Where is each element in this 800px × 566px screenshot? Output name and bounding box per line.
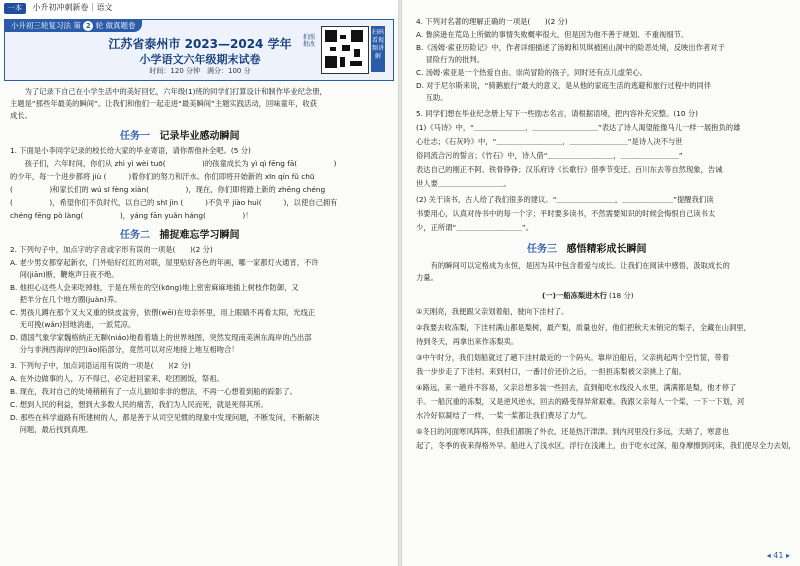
exam-meta: 时间：120 分钟 满分：100 分 <box>149 67 251 75</box>
q1-line-3: ( )和家长们的 wú sī fèng xiàn( )，现在，你们即将踏上新的 zhēng chéng <box>10 185 326 194</box>
ribbon-round-pre: 第 <box>73 21 81 30</box>
q4-option-d-2: 互助。 <box>416 93 448 102</box>
passage-para-2-line-2: 待到冬天，再拿出来作冻梨卖。 <box>416 337 519 346</box>
page-number <box>767 551 790 560</box>
passage-title <box>542 290 634 301</box>
q1-line-1: 孩子们，六年时间，你们从 zhì yì wèi tuō( )的孩童成长为 yì qì fēng fā( ) <box>10 159 337 168</box>
task3-intro-1: 有的瞬间可以定格成为永恒，是因为其中包含着爱与成长。让我们在阅读中感悟，汲取成长的 <box>416 261 730 270</box>
next-arrow-icon[interactable]: ▸ <box>785 551 790 560</box>
round-number: 2 <box>83 21 93 31</box>
passage-para-5-line-2: 起了，冬季的夜来得格外早。船进入了浅水区，浮行在浅滩上，由于吃水过深，船身摩擦到河床，我们使尽全力去划， <box>416 441 796 450</box>
task3-intro-2: 力量。 <box>416 273 438 282</box>
task3-title: 感悟精彩成长瞬间 <box>566 244 647 255</box>
ribbon-prefix: 小升初三轮复习法 <box>11 21 71 30</box>
q5-part1-line-c: 俗同流合污的誓言；《竹石》中，诗人借“＿＿＿＿＿＿＿＿＿，＿＿＿＿＿＿＿＿” <box>416 151 683 160</box>
q2-option-b-2: 把羊分在几个地方圈(juàn)养。 <box>10 295 122 304</box>
q1-line-2: 的少年，每一个进步都将 jiù ( )着你们的努力和汗水。你们即将开始新的 xīn qín fǔ chū <box>10 172 315 181</box>
q5-part2-line-b: 书要用心，认真对待书中的每一个字；平时要多读书，不然需要知识的时候会悔恨自己读书太 <box>416 209 716 218</box>
q4-option-c: C. 汤姆·索亚是一个热爱自由、崇尚冒险的孩子，同时还有点儿虚荣心。 <box>416 68 647 77</box>
ribbon-suffix: 做真题卷 <box>105 21 136 30</box>
q1-line-4: ( )，希望你们不负时代，以自己的 shī jìn ( )不负平 jiào huì( )，以使自己拥有 <box>10 198 338 207</box>
q3-option-b: B. 现在，我对自己的处境稍稍有了一点儿揣知非非的想法，不再一心想着到船的踪影了。 <box>10 387 297 396</box>
task1-heading <box>120 127 239 142</box>
scan-label: 拍照批改 <box>303 34 316 48</box>
exam-banner <box>4 19 394 81</box>
q5-part1-line-d: 表达自己的刚正不阿、铁骨铮铮；汉乐府诗《长歌行》借季节变迁、百川东去等自然现象，告诫 <box>416 165 723 174</box>
q3-option-c: C. 想到人民的利益，想到大多数人民的痛苦，我们为人民而死，就是死得其所。 <box>10 400 268 409</box>
q2-option-b-1: B. 他担心这些人会来吃掉他，于是在所在的空(kōng)地上密密麻麻地插上树枝作防御，又 <box>10 283 299 292</box>
q2-option-d-1: D. 德国气象学家魏格纳正无聊(niáo)地看着墙上的世界地图，突然发现南美洲东海岸的凸出部 <box>10 333 312 342</box>
question-4: 4. 下列对名著的理解正确的一项是( )(2 分) <box>416 17 568 26</box>
q5-part2-line-c: 少，正所谓“＿＿＿＿＿＿＿＿＿”。 <box>416 223 534 232</box>
task2-label: 任务二 <box>120 230 150 241</box>
q4-option-b-2: 冒险行为的批判。 <box>416 55 484 64</box>
q3-option-a: A. 在外边做事的人，万不得已，必定赶回家来，吃团圆饭，祭祖。 <box>10 374 224 383</box>
question-2: 2. 下列句子中，加点字的字音或字形有误的一项是( )(2 分) <box>10 245 213 254</box>
q2-option-d-2: 分与非洲西海岸的凹(āo)陷部分，竟然可以对应地接上地互相吻合！ <box>10 345 239 354</box>
question-3: 3. 下列句子中，加点词语运用有误的一项是( )(2 分) <box>10 361 191 370</box>
q4-option-a: A. 鲁滨逊在荒岛上所做的事情失败概率很大，但是因为他不善于规划、不重视细节。 <box>416 30 689 39</box>
exam-title-line2: 小学语文六年级期末试卷 <box>139 53 261 66</box>
passage-para-4-line-3: 水冷好似凝结了一样，一桨一桨都让我们费尽了力气。 <box>416 411 592 420</box>
q2-option-a-2: 间(jiān)断，鞭炮声日夜不绝。 <box>10 270 119 279</box>
review-ribbon <box>5 20 142 32</box>
passage-para-1: ①天刚亮，我便跟父亲划着船，驶向下洼村了。 <box>416 307 569 316</box>
q2-option-a-1: A. 老少男女都穿起新衣，门外贴好红红的对联，屋里贴好各色的年画，哪一家都灯火通宵，不许 <box>10 258 319 267</box>
passage-score: (18 分) <box>609 291 634 300</box>
passage-title-text: (一)一船冻梨进木行 <box>542 291 608 300</box>
task3-label: 任务三 <box>527 244 557 255</box>
left-page <box>0 0 398 566</box>
q4-option-d-1: D. 对于尼尔斯来说，“骑鹅旅行”最大的意义，是从他的家庭生活的逃避和旅行过程中的同伴 <box>416 81 712 90</box>
brand-tag: 一本 <box>4 3 26 14</box>
passage-para-4-line-1: ④路远，来一趟并不容易，父亲总想多装一些回去，直到船吃水线没入水里，满满都是梨，他才停了 <box>416 383 737 392</box>
q5-part1-line-a: (1)《马诗》中，“＿＿＿＿＿＿＿，＿＿＿＿＿＿＿＿＿”表达了诗人渴望能像马儿一样一展抱负的雄 <box>416 123 741 132</box>
q3-option-d-2: 问题，最后找到真理。 <box>10 425 93 434</box>
intro-line-1: 为了记录下自己在小学生活中的美好回忆，六年级(1)班的同学们打算设计和制作毕业纪念册， <box>10 87 327 96</box>
prev-arrow-icon[interactable]: ◂ <box>766 551 771 560</box>
series-title: 小升初冲刺新卷｜语文 <box>32 3 113 12</box>
passage-para-3-line-2: 我一步步走了下洼村。来到村口，一番讨价还价之后，一担担冻梨被父亲挑上了船。 <box>416 367 686 376</box>
task3-heading <box>527 240 646 255</box>
q2-option-c-2: 无可挽(wǎn)回地消逝，一派荒凉。 <box>10 320 136 329</box>
q2-option-c-1: C. 男孩儿蹲在那个又大又重的铁皮盆旁，依偎(wēi)在母亲怀里，用上眼睛不再看太阳，光线正 <box>10 308 316 317</box>
question-1: 1. 下面是小李同学记录的校长给大家的毕业寄语，请你帮他补全吧。(5 分) <box>10 146 251 155</box>
passage-para-2-line-1: ②我要去收冻梨，下洼村满山都是梨树，最产梨，质量也好，他们把秋天未销完的梨子，全藏在山洞里， <box>416 323 751 332</box>
q4-option-b-1: B.《汤姆·索亚历险记》中，作者详细描述了汤姆和贝琪被困山洞中的险恶处境，反映出作者对于 <box>416 43 725 52</box>
q5-part1-line-e: 世人要＿＿＿＿＿＿＿＿＿。 <box>416 179 511 188</box>
q5-part1-line-b: 心壮志；《石灰吟》中，“＿＿＿＿＿＿＿＿＿，＿＿＿＿＿＿＿＿”是诗人决不与世 <box>416 137 683 146</box>
ribbon-round-post: 轮 <box>95 21 104 30</box>
q5-part2-line-a: (2) 关于读书，古人给了我们很多的建议。“＿＿＿＿＿＿＿＿，＿＿＿＿＿＿＿”提醒我们读 <box>416 195 714 204</box>
q1-line-5: chéng fēng pò làng( )，yáng fān yuǎn háng( )！ <box>10 211 253 220</box>
exam-title-line1: 江苏省泰州市 2023—2024 学年 <box>108 37 292 51</box>
passage-para-5-line-1: ⑤冬日的河面寒风阵阵，但我们都脱了外衣，还是热汗津津。到内河里没行多远，天暗了，寒意也 <box>416 427 730 436</box>
task2-heading <box>120 226 239 241</box>
task2-title: 捕捉难忘学习瞬间 <box>159 230 240 241</box>
task1-title: 记录毕业感动瞬间 <box>159 131 240 142</box>
intro-line-3: 成长。 <box>10 111 32 120</box>
task1-label: 任务一 <box>120 131 150 142</box>
passage-para-4-line-2: 手。一船沉重的冻梨，又是逆风逆水，回去的路变得异常艰难。我跟父亲每人一个桨，一下一下划，河 <box>416 397 745 406</box>
q3-option-d-1: D. 那些在科学道路有所建树的人，都是善于从司空见惯的现象中发现问题，不断发问，不断解决 <box>10 413 320 422</box>
passage-para-3-line-1: ③中午时分，我们划船就过了趟下洼村最近的一个码头。靠岸泊船后，父亲挑起两个空竹筐，带着 <box>416 353 730 362</box>
page-number-text: 41 <box>773 551 784 560</box>
right-page <box>402 0 800 566</box>
qr-code-icon[interactable] <box>321 26 369 74</box>
video-side-tag: 扫码看视频讲解 <box>371 26 385 72</box>
intro-line-2: 主题是“那些年最美的瞬间”。让我们和他们一起走进“最美瞬间”主题实践活动，回味童年，收获 <box>10 99 317 108</box>
question-5: 5. 同学们想在毕业纪念册上写下一些励志名言，请根据语境，把内容补充完整。(10 分) <box>416 109 698 118</box>
page-header <box>0 0 398 15</box>
